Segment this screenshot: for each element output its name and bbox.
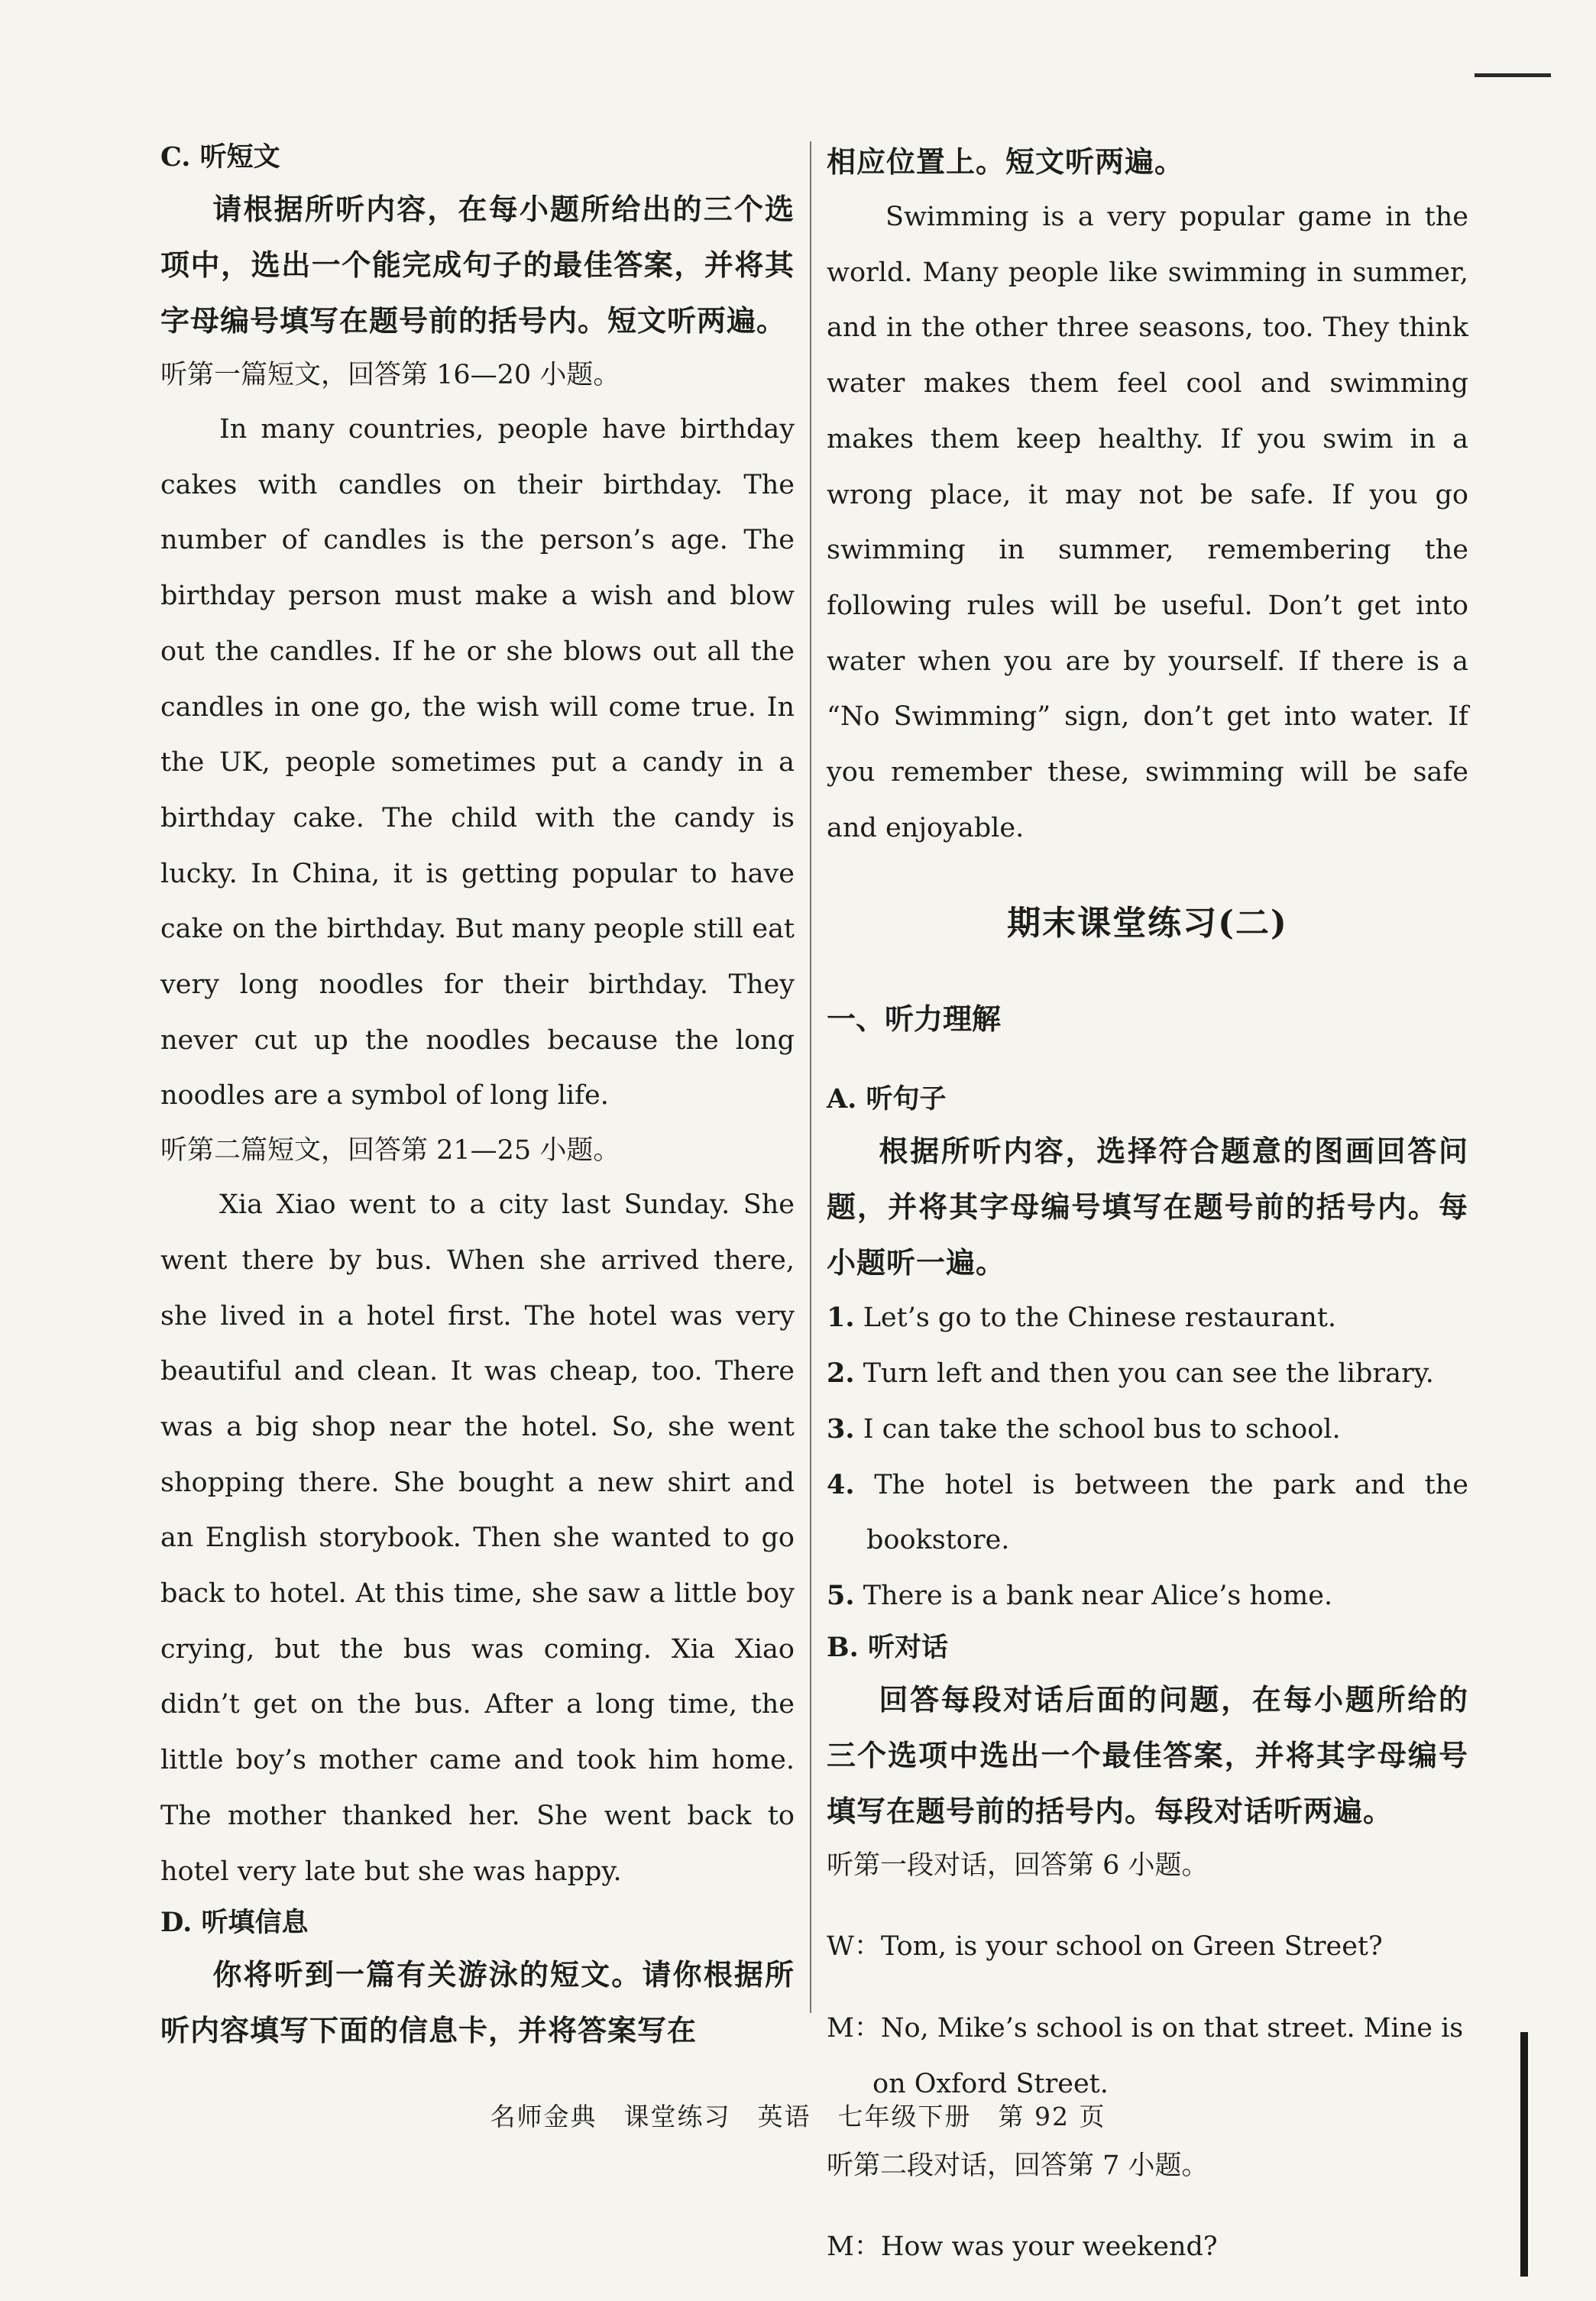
- dialog-line: W：Tom, is your school on Green Street?: [827, 1930, 1383, 1962]
- passage1-text: In many countries, people have birthday cakes with candles on their birthday. The number of candles is the person’s age. The birthday person must make a wish and blow out the candles. If he or she blows out all the candles in one go, the wish will come true. In the UK, people sometimes put a candy in a birthday cake. The child with the candy is lucky. In China, it is getting popular to have cake on the birthday. But many people still eat very long noodles for their birthday. They never cut up the noodles because the long noodles are a symbol of long life.: [160, 414, 795, 1112]
- list-item: 3. I can take the school bus to school.: [827, 1413, 1341, 1445]
- section-c-heading: C. 听短文: [160, 141, 280, 173]
- section-d-heading: D. 听填信息: [160, 1907, 309, 1939]
- left-column: [160, 134, 795, 2058]
- page-edge-shadow: [1520, 2032, 1528, 2277]
- section-a-instructions: 根据所听内容，选择符合题意的图画回答问题，并将其字母编号填写在题号前的括号内。每小题听一遍。: [827, 1134, 1468, 1280]
- sentence-list: [827, 1290, 1468, 1623]
- column-divider: [810, 141, 811, 2013]
- right-column: [827, 134, 1468, 2301]
- dialog1-intro: 听第一段对话，回答第 6 小题。: [827, 1850, 1209, 1881]
- passage3-text: Swimming is a very popular game in the world. Many people like swimming in summer, and in the other three seasons, too. They think water makes them feel cool and swimming makes them keep healthy. If you swim in a wrong place, it may not be safe. If you go swimming in summer, remembering the following rules will be useful. Don’t get into water when you are by yourself. If there is a “No Swimming” sign, don’t get into water. If you remember these, swimming will be safe and enjoyable.: [827, 202, 1468, 843]
- passage1-intro: 听第一篇短文，回答第 16—20 小题。: [160, 360, 620, 390]
- section-b-instructions: 回答每段对话后面的问题，在每小题所给的三个选项中选出一个最佳答案，并将其字母编号填写在题号前的括号内。每段对话听两遍。: [827, 1681, 1468, 1828]
- list-item: 4. The hotel is between the park and the bookstore.: [827, 1468, 1468, 1556]
- list-item: 1. Let’s go to the Chinese restaurant.: [827, 1302, 1337, 1334]
- dialog-line: M：No, Mike’s school is on that street. Mine is on Oxford Street.: [827, 2013, 1464, 2100]
- dialog-line: M：How was your weekend?: [827, 2231, 1218, 2262]
- passage2-intro: 听第二篇短文，回答第 21—25 小题。: [160, 1135, 620, 1167]
- top-rule: [1475, 73, 1551, 77]
- section-b-heading: B. 听对话: [827, 1631, 948, 1663]
- list-item: 5. There is a bank near Alice’s home.: [827, 1579, 1333, 1611]
- section-c-instructions: 请根据所听内容，在每小题所给出的三个选项中，选出一个能完成句子的最佳答案，并将其字母编号填写在题号前的括号内。短文听两遍。: [160, 192, 795, 338]
- exercise-title: 期末课堂练习(二): [1007, 904, 1288, 943]
- section-d-instructions: 你将听到一篇有关游泳的短文。请你根据所听内容填写下面的信息卡，并将答案写在: [160, 1957, 795, 2048]
- passage2-text: Xia Xiao went to a city last Sunday. She went there by bus. When she arrived there, she lived in a hotel first. The hotel was very beautiful and clean. It was cheap, too. There was a big shop near the hotel. So, she went shopping there. She bought a new shirt and an English storybook. Then she wanted to go back to hotel. At this time, she saw a little boy crying, but the bus was coming. Xia Xiao didn’t get on the bus. After a long time, the little boy’s mother came and took him home. The mother thanked her. She went back to hotel very late but she was happy.: [160, 1189, 795, 1887]
- dialog2-intro: 听第二段对话，回答第 7 小题。: [827, 2150, 1209, 2181]
- listening-section-heading: 一、听力理解: [827, 1002, 1002, 1037]
- list-item: 2. Turn left and then you can see the library.: [827, 1358, 1434, 1390]
- section-a-heading: A. 听句子: [827, 1083, 947, 1115]
- page-footer: 名师金典 课堂练习 英语 七年级下册 第 92 页: [490, 2102, 1106, 2131]
- section-d-instructions-cont: 相应位置上。短文听两遍。: [827, 144, 1185, 179]
